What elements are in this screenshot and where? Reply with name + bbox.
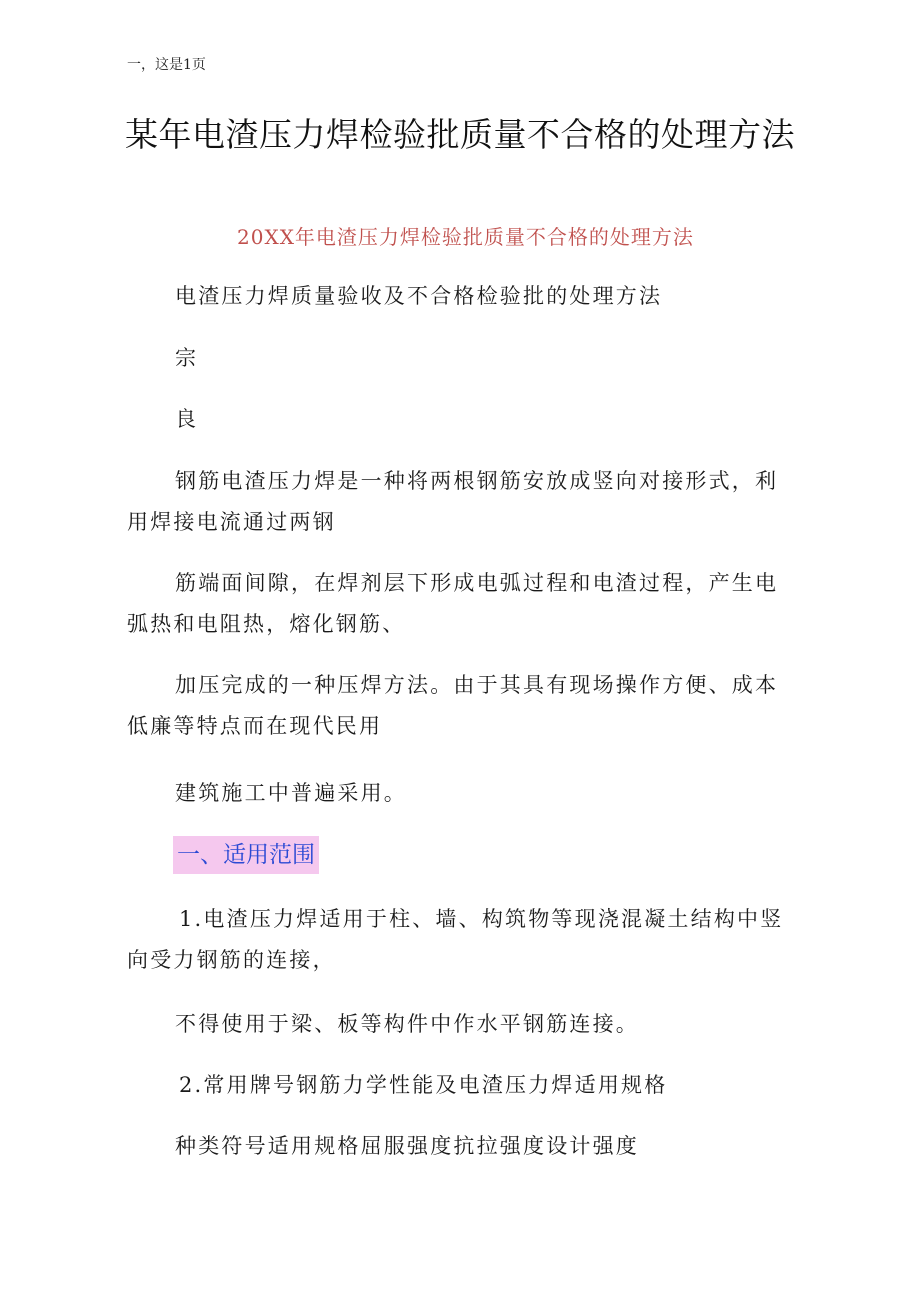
page-header-label: 一，这是1页 bbox=[127, 57, 206, 73]
paragraph-author-1: 宗 bbox=[175, 346, 199, 370]
paragraph-intro-title: 电渣压力焊质量验收及不合格检验批的处理方法 bbox=[175, 284, 663, 308]
paragraph-body-2: 筋端面间隙，在焊剂层下形成电弧过程和电渣过程，产生电弧热和电阻热，熔化钢筋、 bbox=[127, 571, 779, 636]
section-paragraph-2: 不得使用于梁、板等构件中作水平钢筋连接。 bbox=[175, 1012, 639, 1036]
paragraph-author-2: 良 bbox=[175, 407, 199, 431]
section-heading-scope: 一、适用范围 bbox=[173, 836, 319, 874]
section-paragraph-3: 2.常用牌号钢筋力学性能及电渣压力焊适用规格 bbox=[179, 1073, 668, 1097]
paragraph-body-3: 加压完成的一种压焊方法。由于其具有现场操作方便、成本低廉等特点而在现代民用 bbox=[127, 673, 779, 738]
section-paragraph-1: 1.电渣压力焊适用于柱、墙、构筑物等现浇混凝土结构中竖向受力钢筋的连接， bbox=[127, 907, 784, 972]
document-subtitle: 20XX年电渣压力焊检验批质量不合格的处理方法 bbox=[237, 225, 694, 249]
document-title: 某年电渣压力焊检验批质量不合格的处理方法 bbox=[125, 115, 795, 154]
paragraph-body-1: 钢筋电渣压力焊是一种将两根钢筋安放成竖向对接形式，利用焊接电流通过两钢 bbox=[127, 469, 779, 534]
paragraph-body-4: 建筑施工中普遍采用。 bbox=[175, 781, 407, 805]
section-paragraph-4: 种类符号适用规格屈服强度抗拉强度设计强度 bbox=[175, 1134, 639, 1158]
